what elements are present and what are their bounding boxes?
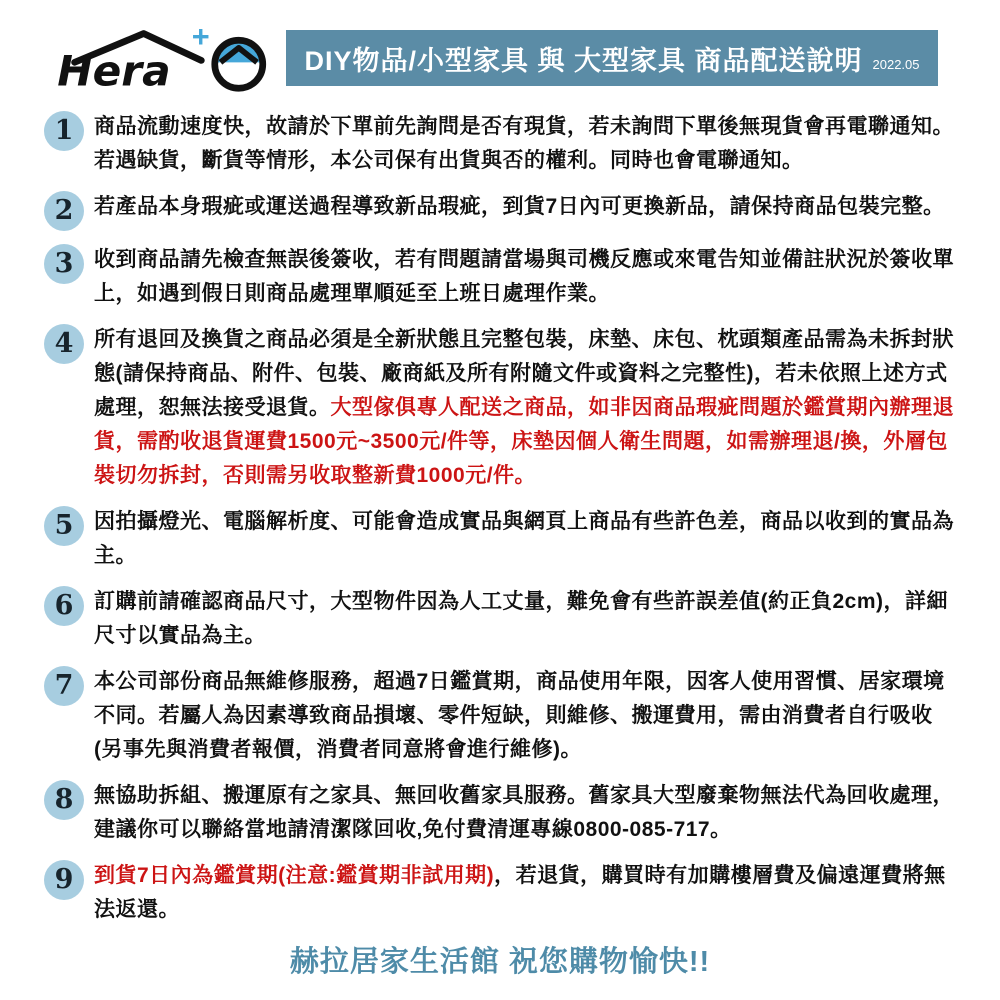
item-text-segment: 收到商品請先檢查無誤後簽收，若有問題請當場與司機反應或來電告知並備註狀況於簽收單上，如遇到假日則商品處理單順延至上班日處理作業。 [94,248,954,306]
item-text-red-segment: 大型傢俱專人配送之商品，如非因商品瑕疵問題於鑑賞期內辦理退貨，需酌收退貨運費1500元~3500元/件等，床墊因個人衛生問題，如需辦理退/換，外層包裝切勿拆封，否則需另收取整新費1000元/件。 [94,396,954,488]
hera-logo [52,22,270,94]
title-banner [286,30,938,86]
notice-item-1 [44,110,960,178]
item-text [94,190,945,224]
version-label: 2022.05 [872,56,920,72]
item-number-badge: 5 [44,506,84,546]
logo-brand-text: Hera [57,46,171,94]
item-number-badge: 3 [44,244,84,284]
item-text [94,243,960,311]
item-text [94,779,960,847]
item-text [94,665,960,767]
house-circle-icon [215,38,263,88]
notice-item-8 [44,779,960,847]
item-text-segment: 本公司部份商品無維修服務，超過7日鑑賞期，商品使用年限，因客人使用習慣、居家環境不同。若屬人為因素導致商品損壞、零件短缺，則維修、搬運費用，需由消費者自行吸收(另事先與消費者報價，消費者同意將會進行維修)。 [94,670,945,762]
item-text-segment: 若產品本身瑕疵或運送過程導致新品瑕疵，到貨7日內可更換新品，請保持商品包裝完整。 [94,195,945,219]
item-text-segment: 商品流動速度快，故請於下單前先詢問是否有現貨，若未詢問下單後無現貨會再電聯通知。若遇缺貨，斷貨等情形，本公司保有出貨與否的權利。同時也會電聯通知。 [94,115,954,173]
item-text [94,323,960,493]
item-number-badge: 6 [44,586,84,626]
footer-message: 赫拉居家生活館 祝您購物愉快!! [289,946,711,979]
item-text-segment: 因拍攝燈光、電腦解析度、可能會造成實品與網頁上商品有些許色差，商品以收到的實品為主。 [94,510,954,568]
item-number-badge: 4 [44,324,84,364]
item-text-segment: 無協助拆組、搬運原有之家具、無回收舊家具服務。舊家具大型廢棄物無法代為回收處理，建議你可以聯絡當地請清潔隊回收,免付費清運專線0800-085-717。 [94,784,954,842]
item-number-badge: 9 [44,860,84,900]
item-text [94,585,960,653]
item-text [94,505,960,573]
item-number-badge: 8 [44,780,84,820]
item-text-segment: 所有退回及換貨之商品必須是全新狀態且完整包裝，床墊、床包、枕頭類產品需為未拆封狀態(請保持商品、附件、包裝、廠商紙及所有附隨文件或資料之完整性)，若未依照上述方式處理，恕無法接受退貨。 [94,328,954,420]
notice-items-list [44,110,960,927]
notice-item-4 [44,323,960,493]
notice-item-3 [44,243,960,311]
item-text [94,859,960,927]
item-text-red-segment: 到貨7日內為鑑賞期(注意:鑑賞期非試用期) [94,864,495,888]
item-number-badge: 7 [44,666,84,706]
header [0,22,1000,94]
item-number-badge: 2 [44,191,84,231]
logo-plus: + [191,22,210,54]
item-text-segment: ，若退貨，購買時有加購樓層費及偏遠運費將無法返還。 [94,864,946,922]
notice-item-6 [44,585,960,653]
item-number-badge: 1 [44,111,84,151]
notice-item-5 [44,505,960,573]
notice-item-9 [44,859,960,927]
item-text-segment: 訂購前請確認商品尺寸，大型物件因為人工丈量，難免會有些許誤差值(約正負2cm)，詳細尺寸以實品為主。 [94,590,949,648]
notice-item-7 [44,665,960,767]
page-title: DIY物品/小型家具 與 大型家具 商品配送說明 [304,45,863,76]
item-text [94,110,960,178]
notice-item-2 [44,190,960,231]
